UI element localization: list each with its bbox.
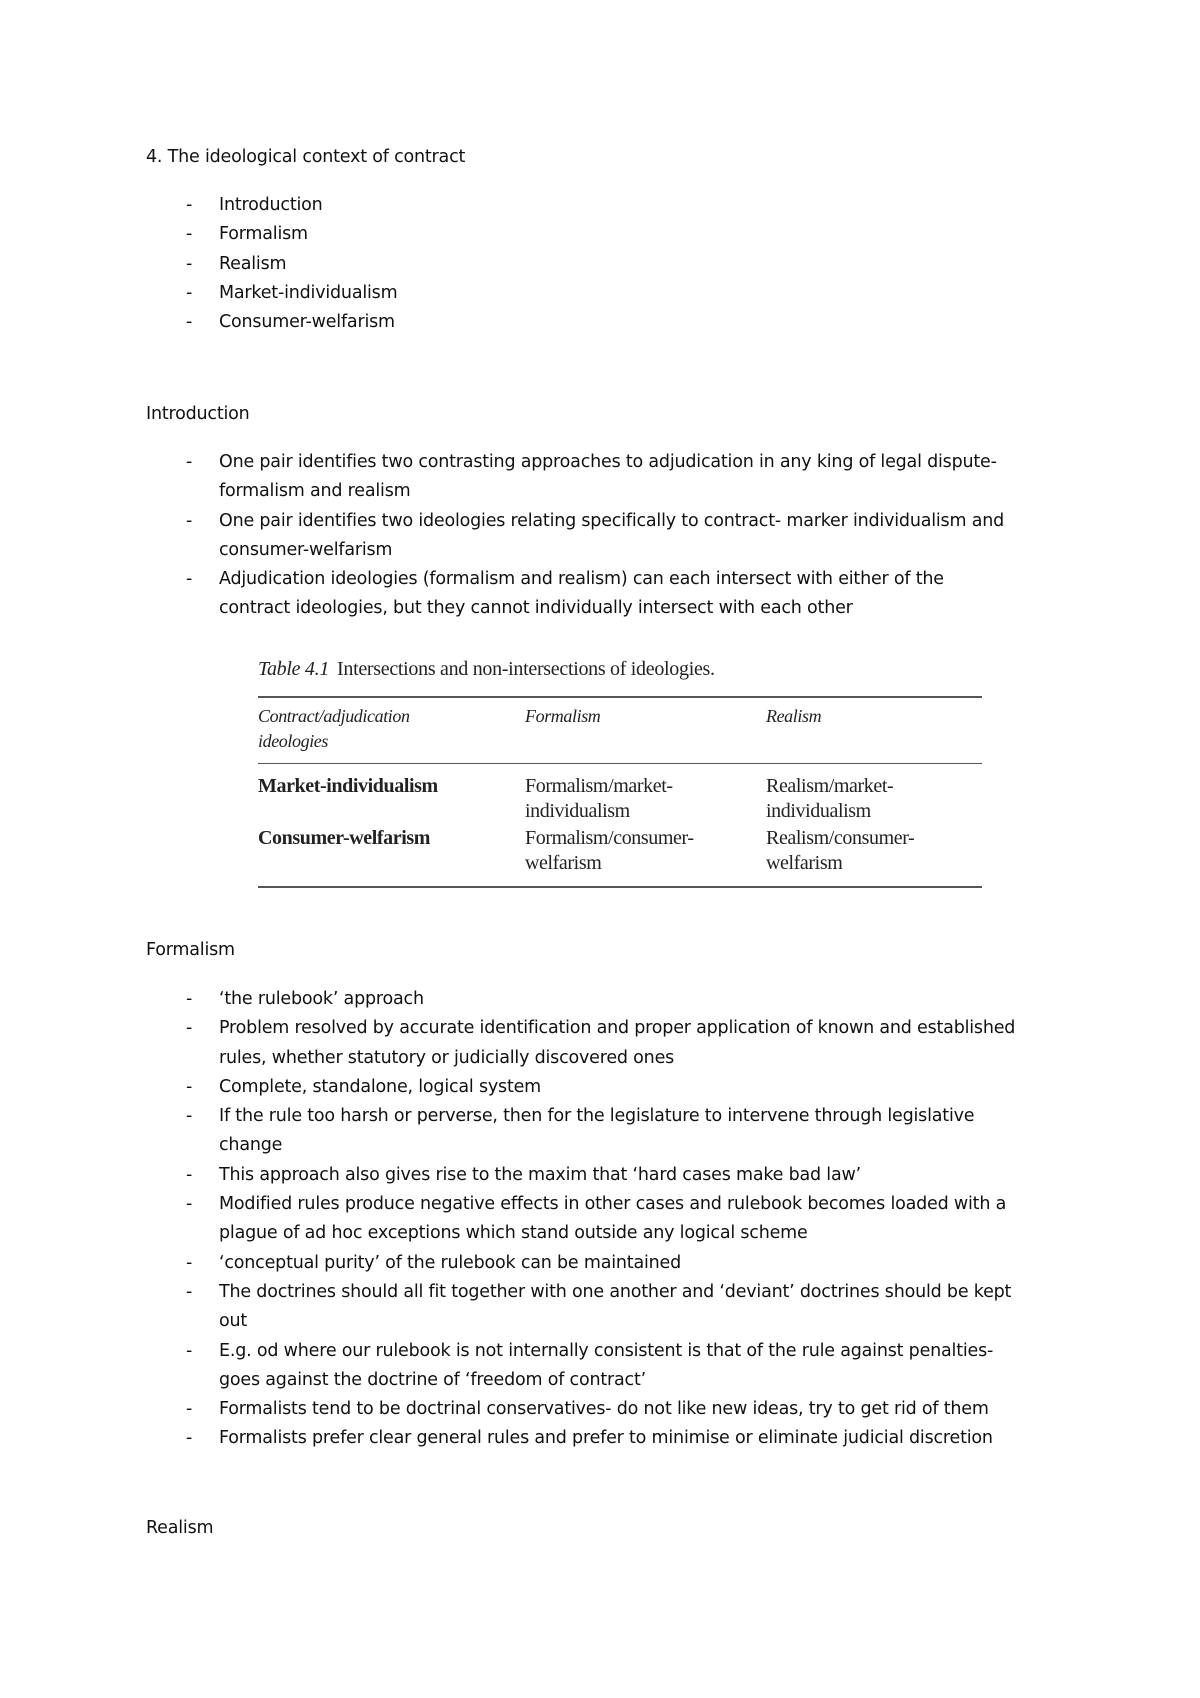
dash-bullet: -	[186, 195, 193, 215]
toc-text: Consumer-welfarism	[219, 312, 395, 333]
formalism-bullet-text: If the rule too harsh or perverse, then for the legislature to intervene through legislative change	[219, 1106, 975, 1156]
formalism-bullet-item	[146, 1249, 1086, 1278]
table-header-cell: Contract/adjudication ideologies	[258, 706, 410, 751]
dash-bullet: -	[186, 989, 193, 1009]
formalism-bullet-text: Complete, standalone, logical system	[219, 1076, 542, 1097]
table-cell: Realism/consumer- welfarism	[766, 827, 915, 874]
table-header-cell: Formalism	[525, 706, 601, 726]
formalism-bullet-item	[146, 985, 1086, 1014]
formalism-bullet-text: This approach also gives rise to the maxim that ‘hard cases make bad law’	[219, 1164, 861, 1185]
table-cell: Consumer-welfarism	[258, 827, 431, 849]
formalism-bullet-item	[146, 1395, 1086, 1424]
formalism-bullet-text: ‘the rulebook’ approach	[219, 989, 424, 1009]
dash-bullet: -	[186, 1106, 193, 1127]
introduction-bullet-item	[146, 565, 1086, 624]
dash-bullet: -	[186, 312, 193, 333]
toc-text: Realism	[219, 253, 287, 274]
formalism-bullet-item	[146, 1073, 1086, 1102]
page-title: 4. The ideological context of contract	[146, 147, 466, 167]
dash-bullet: -	[186, 1164, 193, 1185]
toc-item	[146, 308, 1086, 337]
formalism-bullet-text: E.g. od where our rulebook is not internally consistent is that of the rule against penalties- goes against the doctrine of ‘freedom of contract’	[219, 1340, 994, 1390]
table-body	[258, 764, 982, 886]
dash-bullet: -	[186, 569, 193, 590]
table-row	[258, 764, 982, 826]
dash-bullet: -	[186, 253, 193, 274]
introduction-bullet-text: Adjudication ideologies (formalism and realism) can each intersect with either of the contract ideologies, but they cannot individually intersect with each other	[219, 569, 944, 619]
table-cell: Formalism/consumer- welfarism	[525, 827, 694, 874]
formalism-bullet-item	[146, 1161, 1086, 1190]
table-caption	[258, 658, 982, 696]
dash-bullet: -	[186, 1076, 193, 1097]
dash-bullet: -	[186, 1340, 193, 1361]
formalism-bullet-text: The doctrines should all fit together with one another and ‘deviant’ doctrines should be kept out	[219, 1281, 1012, 1332]
introduction-bullet-text: One pair identifies two ideologies relating specifically to contract- marker individualism and consumer-welfarism	[219, 510, 1005, 560]
section-heading-introduction: Introduction	[146, 404, 250, 424]
introduction-bullet-text: One pair identifies two contrasting approaches to adjudication in any king of legal dispute- formalism and realism	[219, 452, 997, 502]
table-caption-label: Table 4.1	[258, 658, 330, 680]
formalism-bullet-text: ‘conceptual purity’ of the rulebook can be maintained	[219, 1252, 682, 1273]
table-caption-text: Intersections and non-intersections of ideologies.	[337, 658, 715, 680]
dash-bullet: -	[186, 1194, 193, 1215]
dash-bullet: -	[186, 1399, 193, 1420]
dash-bullet: -	[186, 1428, 193, 1449]
dash-bullet: -	[186, 452, 193, 472]
dash-bullet: -	[186, 1281, 193, 1302]
toc-text: Formalism	[219, 224, 308, 245]
formalism-bullet-item	[146, 1337, 1086, 1396]
dash-bullet: -	[186, 282, 193, 303]
table-cell: Realism/market- individualism	[766, 775, 894, 822]
table-bottom-rule	[258, 886, 982, 888]
toc-text: Market-individualism	[219, 282, 398, 303]
table-header-row	[258, 698, 982, 763]
toc-item	[146, 191, 1086, 220]
formalism-bullet-item	[146, 1102, 1086, 1161]
table-cell: Formalism/market- individualism	[525, 775, 673, 822]
dash-bullet: -	[186, 510, 193, 531]
formalism-bullet-text: Formalists tend to be doctrinal conservatives- do not like new ideas, try to get rid of them	[219, 1399, 989, 1420]
formalism-bullets	[146, 985, 1086, 1454]
formalism-bullet-text: Formalists prefer clear general rules and prefer to minimise or eliminate judicial discretion	[219, 1428, 993, 1449]
table-cell: Market-individualism	[258, 775, 438, 797]
dash-bullet: -	[186, 1018, 193, 1039]
section-heading-formalism: Formalism	[146, 940, 235, 960]
toc-text: Introduction	[219, 195, 323, 215]
toc-list	[146, 191, 1086, 337]
toc-item	[146, 279, 1086, 308]
dash-bullet: -	[186, 1252, 193, 1273]
section-heading-realism: Realism	[146, 1518, 214, 1538]
toc-item	[146, 220, 1086, 249]
introduction-bullet-item	[146, 448, 1086, 507]
ideologies-table	[258, 658, 982, 888]
introduction-bullets	[146, 448, 1086, 624]
dash-bullet: -	[186, 224, 193, 245]
formalism-bullet-item	[146, 1190, 1086, 1249]
table-row	[258, 826, 982, 886]
table-header-cell: Realism	[766, 706, 822, 726]
formalism-bullet-item	[146, 1278, 1086, 1337]
formalism-bullet-item	[146, 1014, 1086, 1073]
formalism-bullet-text: Modified rules produce negative effects in other cases and rulebook becomes loaded with a plague of ad hoc exceptions which stand outside any logical scheme	[219, 1194, 1007, 1244]
formalism-bullet-text: Problem resolved by accurate identification and proper application of known and established rules, whether statutory or judicially discovered ones	[219, 1018, 1016, 1068]
toc-item	[146, 250, 1086, 279]
introduction-bullet-item	[146, 507, 1086, 566]
formalism-bullet-item	[146, 1424, 1086, 1453]
